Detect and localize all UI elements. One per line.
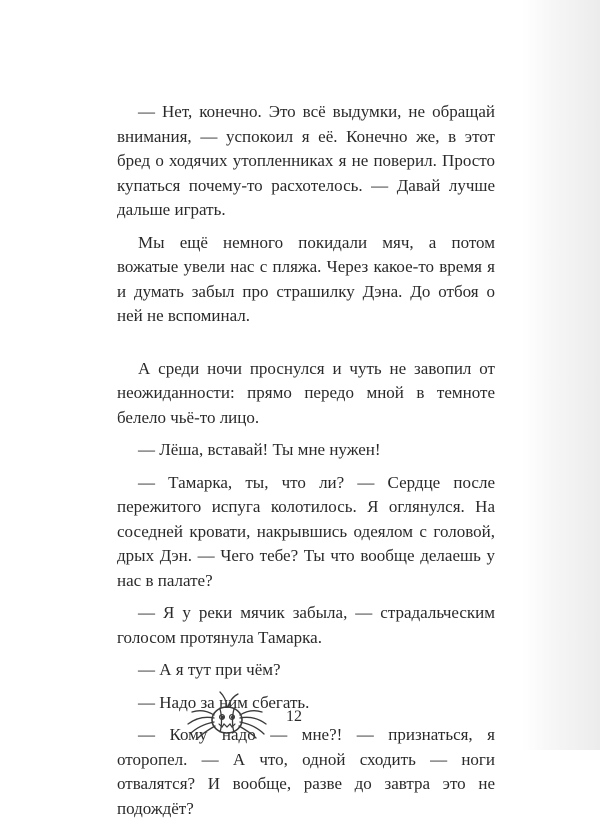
page-number: 12 [286,708,302,725]
paragraph: — А я тут при чём? [138,660,281,679]
paragraph: — Нет, конечно. Это всё выдумки, не обращай внимания, — успокоил я её. Конечно же, в этот бред о ходячих утопленниках я не поверил. Просто купаться почему-то расхотелось. — Давай лучше дальше играть. [117,102,495,219]
paragraph: — Лёша, вставай! Ты мне нужен! [138,440,381,459]
body-text [117,100,495,829]
paragraph: — Тамарка, ты, что ли? — Сердце после пережитого испуга колотилось. Я оглянулся. На соседней кровати, накрывшись одеялом с головой, дрых Дэн. — Чего тебе? Ты что вообще делаешь у нас в палате? [117,472,495,590]
paragraph: — Я у реки мячик забыла, — страдальческим голосом протянула Тамарка. [117,603,495,647]
paragraph: — Надо за ним сбегать. [138,692,310,712]
paragraph: А среди ночи проснулся и чуть не завопил от неожиданности: прямо передо мной в темноте белело чьё-то лицо. [117,358,495,427]
paragraph: — Кому надо — мне?! — признаться, я оторопел. — А что, одной сходить — ноги отвалятся? И вообще, разве до завтра это не подождёт? [117,725,495,818]
page-gutter-shadow [522,0,600,750]
paragraph: Мы ещё немного покидали мяч, а потом вожатые увели нас с пляжа. Через какое-то время я и думать забыл про страшилку Дэна. До отбоя о ней не вспоминал. [117,232,495,325]
pumpkin-critter-icon [184,688,270,740]
